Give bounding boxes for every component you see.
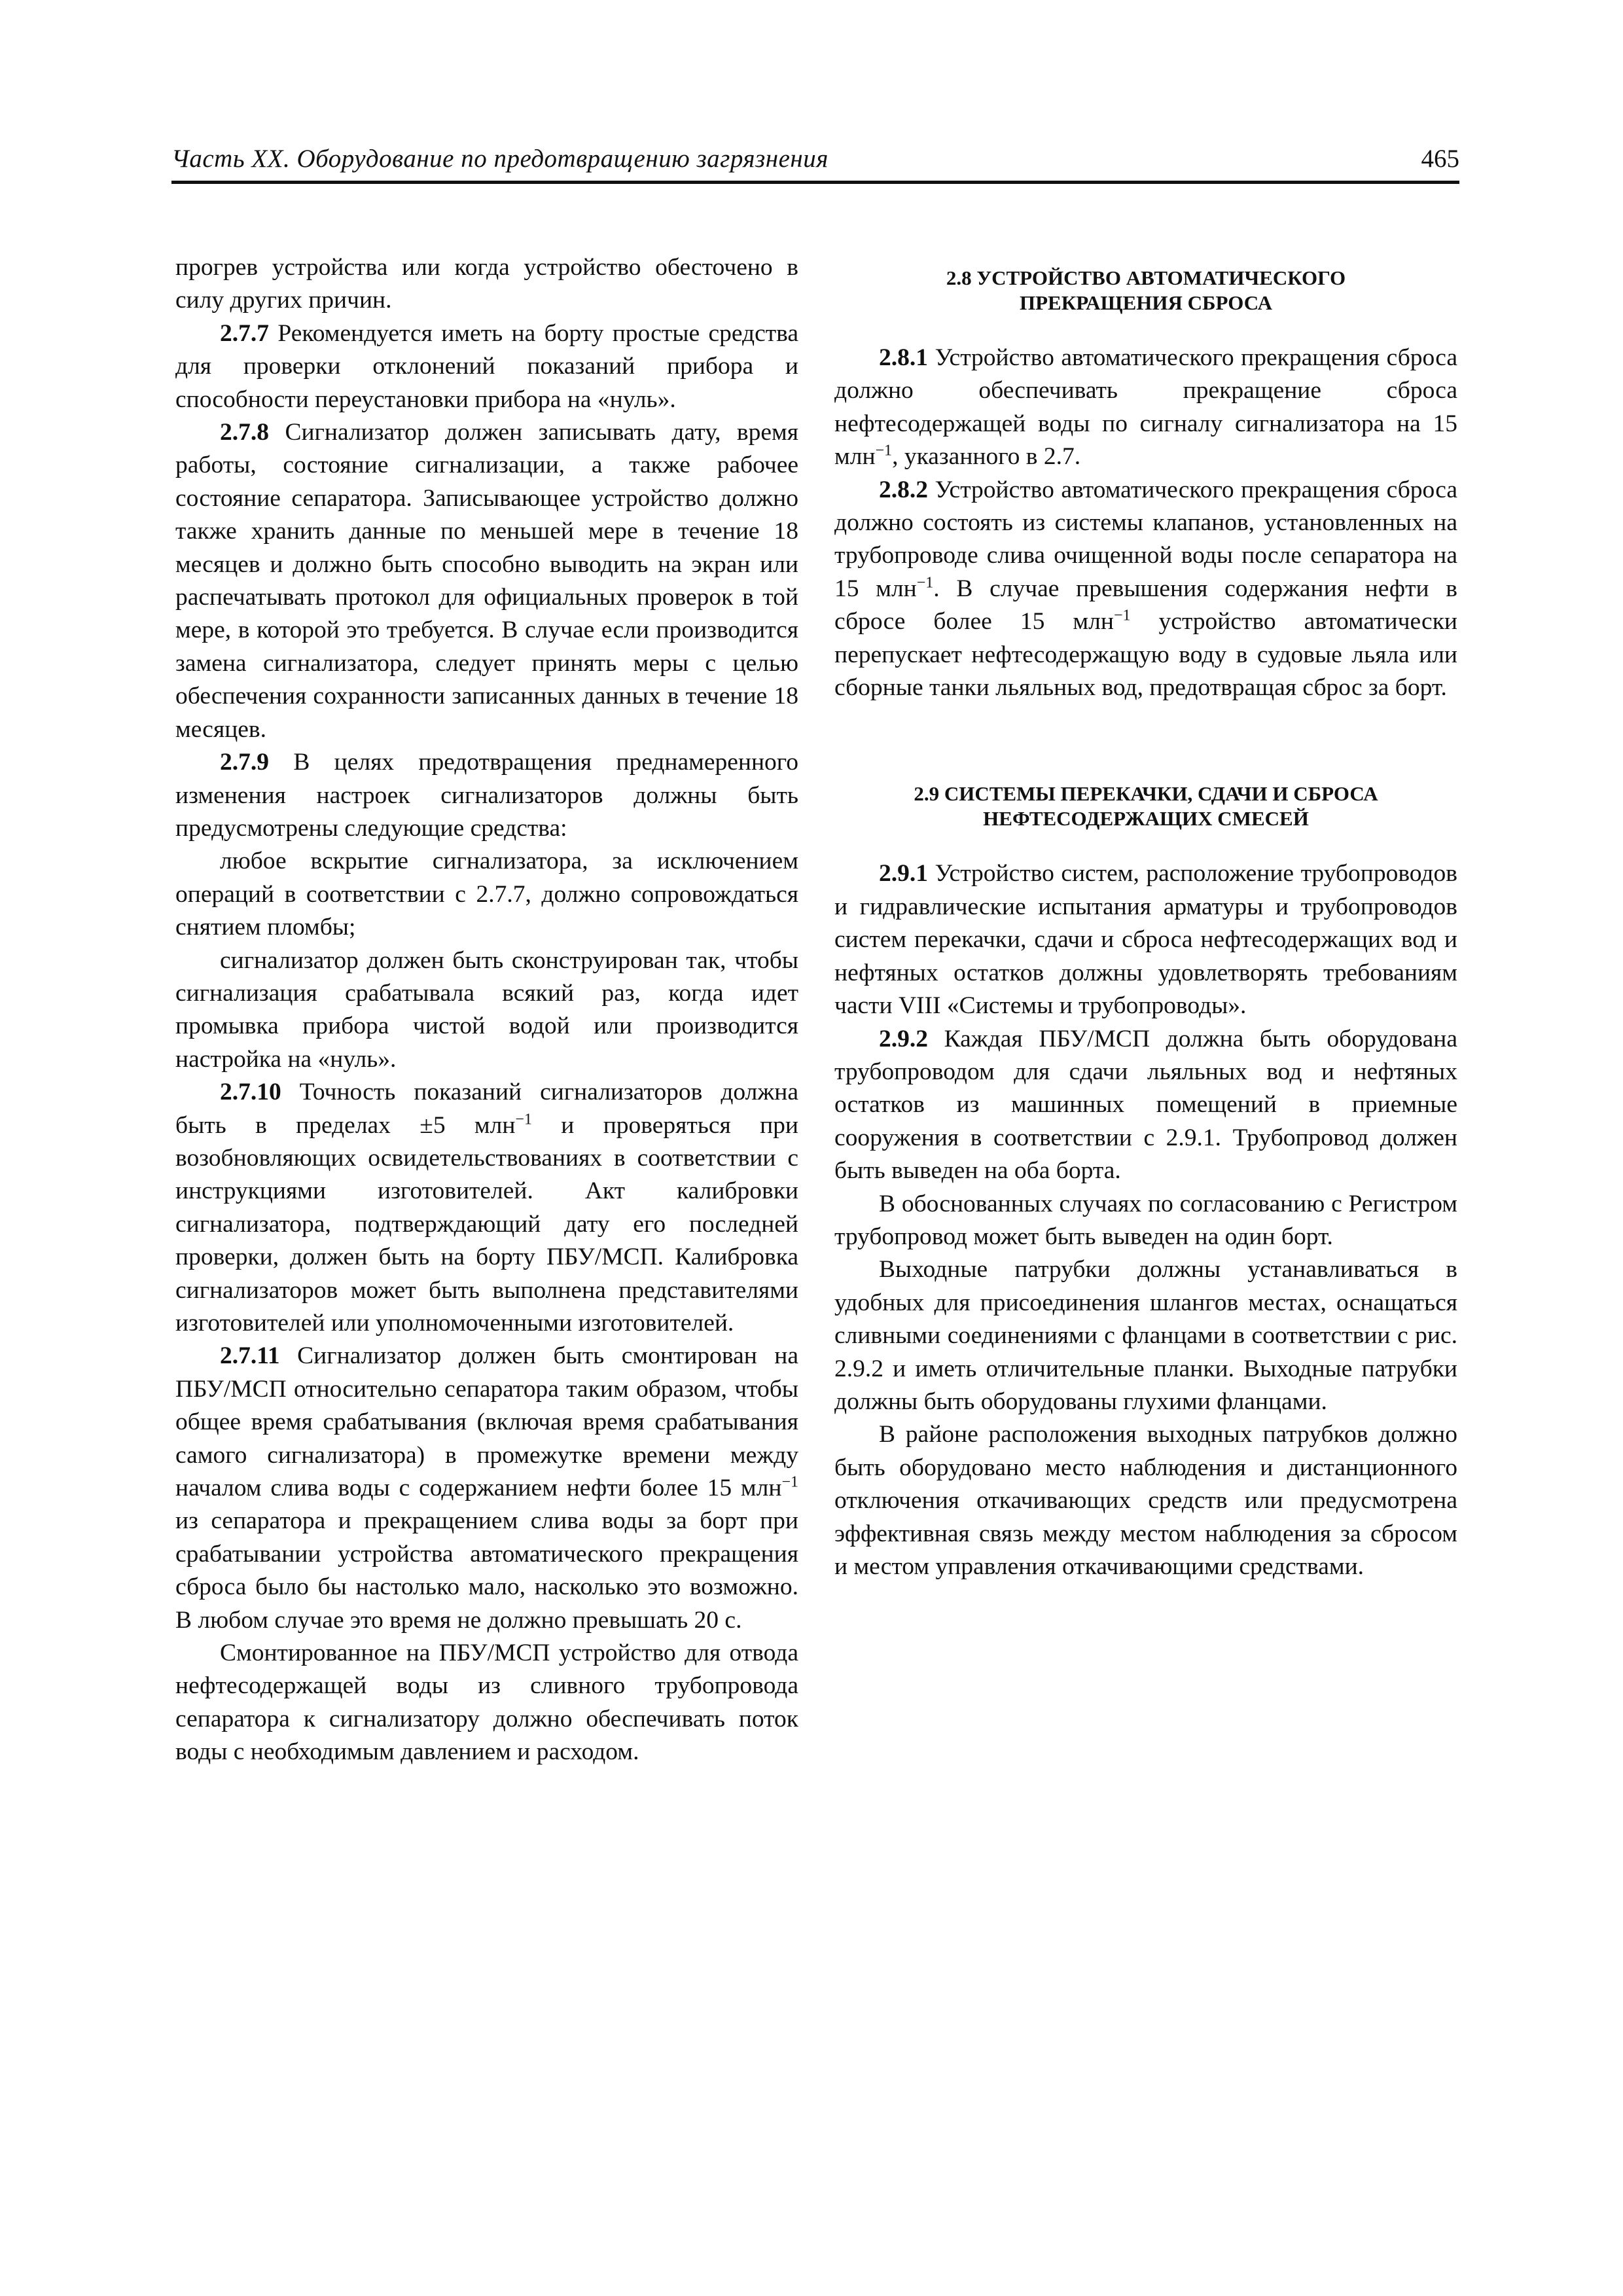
paragraph-list-item: сигнализатор должен быть сконструирован так, чтобы сигнализация срабатывала всякий раз, когда идет промывка прибора чистой водой или производится настройка на «нуль». [175, 946, 798, 1073]
paragraph-2-9-2: 2.9.2 Каждая ПБУ/МСП должна быть оборудована трубопроводом для сдачи льяльных вод и нефтяных остатков из машинных помещений в приемные сооружения в соответствии с 2.9.1. Трубопровод должен быть выведен на оба борта. [834, 1025, 1457, 1185]
section-heading-2-8: 2.8 УСТРОЙСТВО АВТОМАТИЧЕСКОГО ПРЕКРАЩЕНИЯ СБРОСА [946, 266, 1346, 314]
paragraph-text: В районе расположения выходных патрубков должно быть оборудовано место наблюдения и дистанционного отключения откачивающих средств или предусмотрена эффективная связь между местом наблюдения за сбросом и местом управления откачивающими средствами. [834, 1421, 1457, 1580]
paragraph-2-8-2: 2.8.2 Устройство автоматического прекращения сброса должно состоять из системы клапанов, установленных на трубопроводе слива очищенной воды после сепаратора на 15 млн$^{-1}$. В случае превышения содержания нефти в сбросе более 15 млн$^{-1}$ устройство автоматически перепускает нефтесодержащую воду в судовые льяла или сборные танки льяльных вод, предотвращая сброс за борт. [834, 476, 1457, 702]
clause-number: 2.8.1 [879, 344, 928, 371]
right-column [834, 251, 1457, 1583]
paragraph-text: Смонтированное на ПБУ/МСП устройство для отвода нефтесодержащей воды из сливного трубопровода сепаратора к сигнализатору должно обеспечивать поток воды с необходимым давлением и расходом. [175, 1640, 798, 1766]
clause-number: 2.7.10 [220, 1079, 281, 1106]
paragraph-text: Выходные патрубки должны устанавливаться в удобных для присоединения шлангов местах, оснащаться сливными соединениями с фланцами в соответствии с рис. 2.9.2 и иметь отличительные планки. Выходные патрубки должны быть оборудованы глухими фланцами. [834, 1256, 1457, 1415]
page-number: 465 [1421, 145, 1459, 173]
superscript: −1 [875, 442, 893, 459]
clause-number: 2.7.8 [220, 419, 269, 446]
clause-number: 2.9.2 [879, 1025, 928, 1052]
superscript: −1 [515, 1111, 532, 1128]
clause-number: 2.7.7 [220, 319, 269, 347]
header-title: Часть XX. Оборудование по предотвращению загрязнения [171, 145, 829, 173]
left-column [175, 251, 798, 1769]
paragraph-text: В обоснованных случаях по согласованию с Регистром трубопровод может быть выведен на один борт. [834, 1190, 1457, 1250]
paragraph-2-7-8: 2.7.8 Сигнализатор должен записывать дату, время работы, состояние сигнализации, а также рабочее состояние сепаратора. Записывающее устройство должно также хранить данные по меньшей мере в течение 18 месяцев и должно быть способно выводить на экран или распечатывать протокол для официальных проверок в той мере, в которой это требуется. В случае если производится замена сигнализатора, следует принять меры с целью обеспечения сохранности записанных данных в течение 18 месяцев. [175, 419, 798, 743]
paragraph-continuation: прогрев устройства или когда устройство обесточено в силу других причин. [175, 254, 798, 314]
paragraph-list-item: любое вскрытие сигнализатора, за исключением операций в соответствии с 2.7.7, должно сопровождаться снятием пломбы; [175, 848, 798, 941]
paragraph-2-7-7: 2.7.7 Рекомендуется иметь на борту простые средства для проверки отклонений показаний прибора и способности переустановки прибора на «нуль». [175, 319, 798, 413]
paragraph-2-7-11: 2.7.11 Сигнализатор должен быть смонтирован на ПБУ/МСП относительно сепаратора таким образом, чтобы общее время срабатывания (включая время срабатывания самого сигнализатора) в промежутке времени между началом слива воды с содержанием нефти более 15 млн$^{-1}$ из сепаратора и прекращением слива воды за борт при срабатывании устройства автоматического прекращения сброса было бы настолько мало, насколько это возможно. В любом случае это время не должно превышать 20 с. [175, 1342, 798, 1634]
superscript: −1 [1113, 607, 1131, 624]
clause-number: 2.8.2 [879, 476, 928, 503]
paragraph-2-9-1: 2.9.1 Устройство систем, расположение трубопроводов и гидравлические испытания арматуры и трубопроводов систем перекачки, сдачи и сброса нефтесодержащих вод и нефтяных остатков должны удовлетворять требованиям части VIII «Системы и трубопроводы». [834, 860, 1457, 1020]
clause-number: 2.9.1 [879, 860, 928, 888]
running-header [171, 141, 1459, 184]
paragraph-2-7-9: 2.7.9 В целях предотвращения преднамеренного изменения настроек сигнализаторов должны быть предусмотрены следующие средства: [175, 749, 798, 842]
paragraph-2-7-10: 2.7.10 Точность показаний сигнализаторов должна быть в пределах ±5 млн$^{-1}$ и проверяться при возобновляющих освидетельствованиях в соответствии с инструкциями изготовителей. Акт калибровки сигнализатора, подтверждающий дату его последней проверки, должен быть на борту ПБУ/МСП. Калибровка сигнализаторов может быть выполнена представителями изготовителей или уполномоченными изготовителей. [175, 1079, 798, 1336]
superscript: −1 [781, 1473, 798, 1491]
clause-number: 2.7.9 [220, 749, 269, 776]
section-heading-2-9: 2.9 СИСТЕМЫ ПЕРЕКАЧКИ, СДАЧИ И СБРОСА НЕФТЕСОДЕРЖАЩИХ СМЕСЕЙ [914, 782, 1378, 831]
clause-number: 2.7.11 [220, 1342, 280, 1370]
paragraph-2-8-1: 2.8.1 Устройство автоматического прекращения сброса должно обеспечивать прекращение сброса нефтесодержащей воды по сигналу сигнализатора на 15 млн$^{-1}$, указанного в 2.7. [834, 344, 1457, 471]
superscript: −1 [916, 574, 934, 592]
